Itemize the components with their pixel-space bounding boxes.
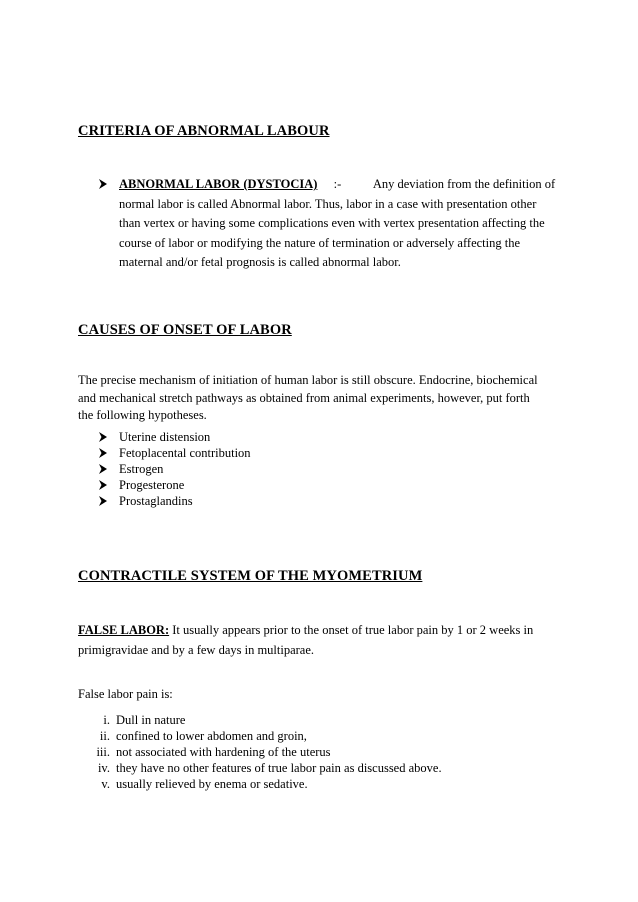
arrow-bullet-icon bbox=[98, 179, 108, 189]
definition-block bbox=[98, 175, 568, 273]
hypotheses-list bbox=[98, 429, 251, 509]
paragraph-line: the following hypotheses. bbox=[78, 408, 207, 422]
definition-separator: :- bbox=[333, 177, 342, 191]
section-heading-causes: CAUSES OF ONSET OF LABOR bbox=[78, 322, 292, 338]
list-item: Estrogen bbox=[98, 461, 251, 477]
arrow-bullet-icon bbox=[98, 448, 108, 458]
definition-first-line: Any deviation from the definition of bbox=[372, 177, 556, 191]
definition-text bbox=[119, 195, 568, 273]
list-item: i. Dull in nature bbox=[103, 713, 186, 727]
false-labor-pain-intro: False labor pain is: bbox=[78, 687, 173, 701]
list-item: Fetoplacental contribution bbox=[98, 445, 251, 461]
arrow-bullet-icon bbox=[98, 464, 108, 474]
arrow-bullet-icon bbox=[98, 496, 108, 506]
list-item: iv. they have no other features of true labor pain as discussed above. bbox=[97, 761, 442, 775]
definition-line: than vertex or having some complications even with vertex presentation affecting the bbox=[119, 216, 545, 230]
list-item: Uterine distension bbox=[98, 429, 251, 445]
false-labor-text-line2: primigravidae and by a few days in multiparae. bbox=[78, 643, 315, 657]
list-item: v. usually relieved by enema or sedative. bbox=[101, 777, 308, 791]
list-item: ii. confined to lower abdomen and groin, bbox=[99, 729, 307, 743]
section-heading-criteria: CRITERIA OF ABNORMAL LABOUR bbox=[78, 123, 330, 139]
definition-line: course of labor or modifying the nature of termination or adversely affecting the bbox=[119, 235, 521, 250]
causes-paragraph bbox=[78, 372, 538, 425]
false-labor-label: FALSE LABOR: bbox=[78, 623, 170, 637]
arrow-bullet-icon bbox=[98, 432, 108, 442]
paragraph-line: and mechanical stretch pathways as obtained from animal experiments, however, put forth bbox=[78, 390, 530, 405]
list-item: Progesterone bbox=[98, 477, 251, 493]
arrow-bullet-icon bbox=[98, 480, 108, 490]
false-labor-pain-list bbox=[86, 712, 442, 792]
false-labor-paragraph bbox=[78, 620, 533, 660]
definition-line: normal labor is called Abnormal labor. Thus, labor in a case with presentation other bbox=[119, 196, 537, 211]
section-heading-contractile: CONTRACTILE SYSTEM OF THE MYOMETRIUM bbox=[78, 568, 423, 584]
false-labor-text: It usually appears prior to the onset of true labor pain by 1 or 2 weeks in bbox=[169, 623, 534, 637]
dystocia-term: ABNORMAL LABOR (DYSTOCIA) bbox=[119, 177, 318, 191]
list-item: Prostaglandins bbox=[98, 493, 251, 509]
list-item: iii. not associated with hardening of the uterus bbox=[96, 745, 331, 759]
paragraph-line: The precise mechanism of initiation of human labor is still obscure. Endocrine, biochemical bbox=[78, 373, 538, 387]
definition-line: maternal and/or fetal prognosis is called abnormal labor. bbox=[119, 255, 401, 269]
